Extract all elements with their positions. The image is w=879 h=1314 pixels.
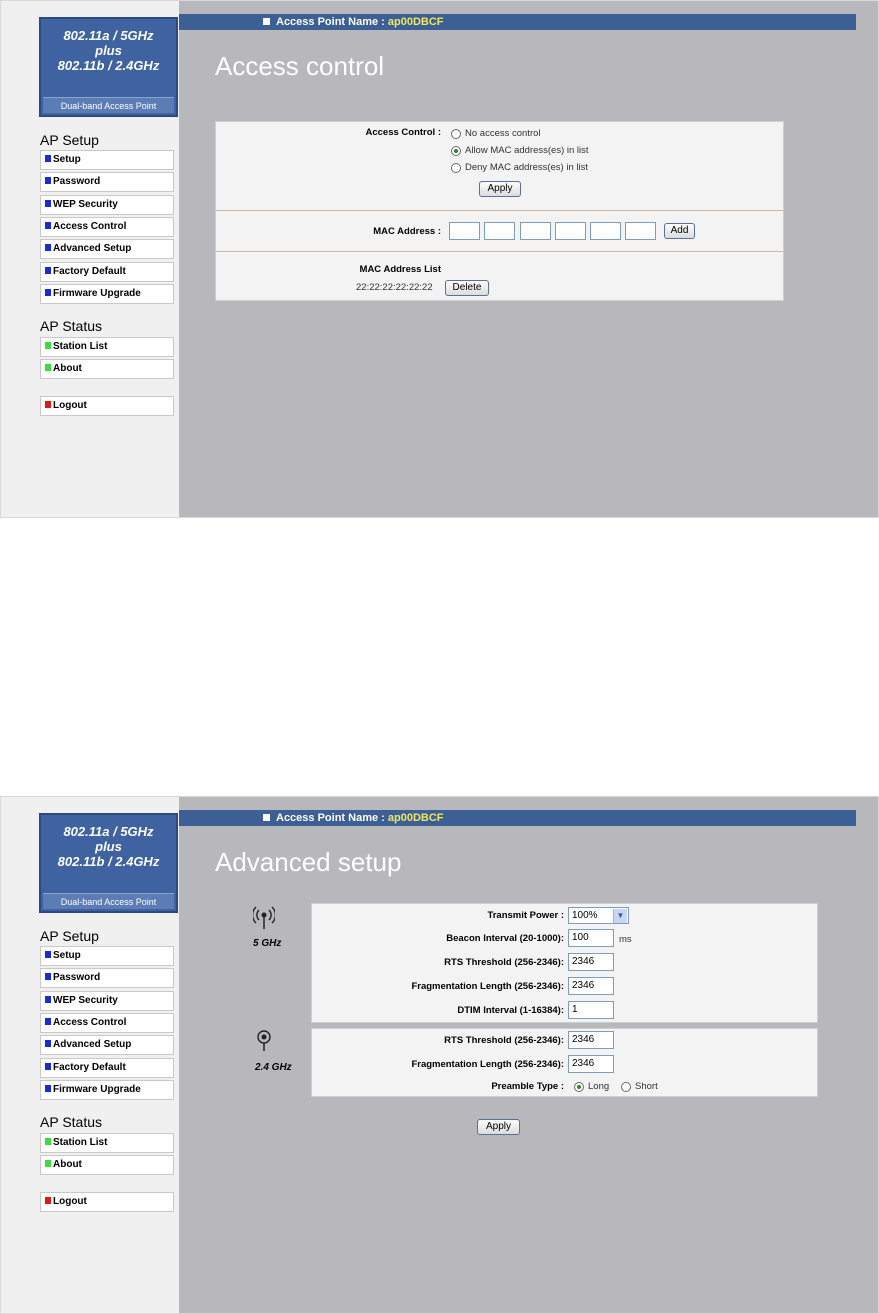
nav-item-label: Setup — [53, 154, 81, 165]
logo-line-3: 802.11b / 2.4GHz — [57, 58, 160, 73]
transmit-power-value: 100% — [572, 910, 598, 921]
divider — [216, 210, 783, 211]
advanced-setup-screenshot — [0, 796, 879, 1314]
logo-line-1: 802.11a / 5GHz — [63, 824, 154, 839]
band-24ghz-panel — [311, 1028, 818, 1097]
band-5ghz-label: 5 GHz — [253, 938, 282, 949]
mac-address-label: MAC Address : — [373, 226, 441, 237]
nav-item-logout[interactable] — [40, 396, 174, 416]
beacon-unit: ms — [619, 934, 632, 945]
mac-octet-1-input[interactable] — [449, 222, 480, 240]
logo-line-3: 802.11b / 2.4GHz — [57, 854, 160, 869]
bullet-icon — [45, 973, 51, 980]
preamble-type-label: Preamble Type : — [491, 1081, 564, 1092]
preamble-long-label: Long — [588, 1081, 610, 1092]
nav-item-about[interactable] — [40, 1155, 174, 1175]
access-control-label: Access Control : — [365, 127, 441, 138]
beacon-interval-input[interactable]: 100 — [568, 929, 614, 947]
radio-no-access-control[interactable] — [451, 129, 461, 139]
fragmentation-5-label: Fragmentation Length (256-2346): — [411, 981, 564, 992]
bullet-icon — [45, 1197, 51, 1204]
ap-name-value: ap00DBCF — [387, 16, 444, 28]
nav-item-logout[interactable] — [40, 1192, 174, 1212]
fragmentation-24-label: Fragmentation Length (256-2346): — [411, 1059, 564, 1070]
delete-button[interactable]: Delete — [445, 280, 489, 296]
rts-threshold-5-label: RTS Threshold (256-2346): — [444, 957, 564, 968]
header-bar — [179, 810, 856, 826]
rts-threshold-24-label: RTS Threshold (256-2346): — [444, 1035, 564, 1046]
nav-item-label: Advanced Setup — [53, 1039, 132, 1050]
nav-item-label: Advanced Setup — [53, 243, 132, 254]
bullet-icon — [45, 177, 51, 184]
radio-allow-mac[interactable] — [451, 146, 461, 156]
nav-item-factory-default[interactable] — [40, 1058, 174, 1078]
mac-octet-3-input[interactable] — [520, 222, 551, 240]
radio-deny-mac[interactable] — [451, 163, 461, 173]
ap-status-title: AP Status — [40, 318, 103, 334]
nav-item-label: Firmware Upgrade — [53, 288, 141, 299]
ap-name-value: ap00DBCF — [387, 812, 444, 824]
square-icon — [263, 814, 270, 821]
bullet-icon — [45, 155, 51, 162]
nav-item-password[interactable] — [40, 968, 174, 988]
bullet-icon — [45, 1018, 51, 1025]
nav-item-label: About — [53, 363, 82, 374]
nav-item-firmware-upgrade[interactable] — [40, 284, 174, 304]
header-bar — [179, 14, 856, 30]
apply-button[interactable]: Apply — [477, 1119, 520, 1135]
nav-item-about[interactable] — [40, 359, 174, 379]
access-control-screenshot — [0, 0, 879, 518]
dtim-interval-label: DTIM Interval (1-16384): — [457, 1005, 564, 1016]
chevron-down-icon: ▼ — [613, 909, 627, 923]
nav-item-label: Setup — [53, 950, 81, 961]
main-content — [179, 797, 878, 1313]
bullet-icon — [45, 1160, 51, 1167]
nav-item-label: Firmware Upgrade — [53, 1084, 141, 1095]
bullet-icon — [45, 996, 51, 1003]
nav-item-label: Password — [53, 176, 101, 187]
bullet-icon — [45, 401, 51, 408]
logo-line-2: plus — [95, 43, 122, 58]
product-logo — [39, 813, 178, 913]
nav-item-label: Factory Default — [53, 266, 126, 277]
bullet-icon — [45, 267, 51, 274]
nav-item-firmware-upgrade[interactable] — [40, 1080, 174, 1100]
radio-preamble-short[interactable] — [621, 1082, 631, 1092]
page-title: Advanced setup — [215, 847, 402, 877]
page-title: Access control — [215, 51, 385, 81]
ap-setup-title: AP Setup — [40, 928, 99, 944]
nav-item-wep-security[interactable] — [40, 195, 174, 215]
antenna-5ghz-icon — [253, 906, 275, 930]
fragmentation-5-input[interactable]: 2346 — [568, 977, 614, 995]
nav-item-advanced-setup[interactable] — [40, 239, 174, 259]
fragmentation-24-input[interactable]: 2346 — [568, 1055, 614, 1073]
bullet-icon — [45, 951, 51, 958]
bullet-icon — [45, 1085, 51, 1092]
nav-item-label: WEP Security — [53, 199, 118, 210]
nav-item-label: WEP Security — [53, 995, 118, 1006]
ap-name-label: Access Point Name : — [276, 16, 385, 28]
nav-item-advanced-setup[interactable] — [40, 1035, 174, 1055]
logo-subtitle: Dual-band Access Point — [43, 97, 174, 113]
transmit-power-label: Transmit Power : — [487, 910, 564, 921]
beacon-interval-label: Beacon Interval (20-1000): — [446, 933, 564, 944]
nav-item-setup[interactable] — [40, 150, 174, 170]
sidebar — [1, 1, 179, 517]
transmit-power-select[interactable] — [568, 907, 629, 924]
nav-item-label: Access Control — [53, 1017, 127, 1028]
radio-label: Deny MAC address(es) in list — [465, 162, 589, 173]
ap-status-title: AP Status — [40, 1114, 103, 1130]
mac-octet-6-input[interactable] — [625, 222, 656, 240]
nav-item-password[interactable] — [40, 172, 174, 192]
nav-item-access-control[interactable] — [40, 217, 174, 237]
mac-octet-2-input[interactable] — [484, 222, 515, 240]
product-logo — [39, 17, 178, 117]
mac-list-entry: 22:22:22:22:22:22 — [356, 282, 433, 293]
bullet-icon — [45, 1138, 51, 1145]
main-content — [179, 1, 878, 517]
nav-item-label: Logout — [53, 400, 87, 411]
nav-item-wep-security[interactable] — [40, 991, 174, 1011]
bullet-icon — [45, 342, 51, 349]
antenna-24ghz-icon — [253, 1028, 275, 1052]
sidebar — [1, 797, 179, 1313]
nav-item-station-list[interactable] — [40, 337, 174, 357]
bullet-icon — [45, 244, 51, 251]
nav-item-label: Password — [53, 972, 101, 983]
nav-item-label: Station List — [53, 1137, 108, 1148]
preamble-short-label: Short — [635, 1081, 658, 1092]
nav-item-label: Station List — [53, 341, 108, 352]
bullet-icon — [45, 222, 51, 229]
nav-item-factory-default[interactable] — [40, 262, 174, 282]
bullet-icon — [45, 1063, 51, 1070]
radio-label: No access control — [465, 128, 541, 139]
band-24ghz-label: 2.4 GHz — [255, 1062, 292, 1073]
logo-line-1: 802.11a / 5GHz — [63, 28, 154, 43]
rts-threshold-5-input[interactable]: 2346 — [568, 953, 614, 971]
radio-label: Allow MAC address(es) in list — [465, 145, 589, 156]
radio-preamble-long[interactable] — [574, 1082, 584, 1092]
dtim-interval-input[interactable]: 1 — [568, 1001, 614, 1019]
mac-octet-5-input[interactable] — [590, 222, 621, 240]
nav-item-label: Access Control — [53, 221, 127, 232]
bullet-icon — [45, 364, 51, 371]
ap-setup-title: AP Setup — [40, 132, 99, 148]
mac-octet-4-input[interactable] — [555, 222, 586, 240]
bullet-icon — [45, 1040, 51, 1047]
nav-item-label: Factory Default — [53, 1062, 126, 1073]
mac-address-list-title: MAC Address List — [359, 264, 441, 275]
bullet-icon — [45, 200, 51, 207]
band-5ghz-panel — [311, 903, 818, 1023]
logo-subtitle: Dual-band Access Point — [43, 893, 174, 909]
rts-threshold-24-input[interactable]: 2346 — [568, 1031, 614, 1049]
nav-item-label: About — [53, 1159, 82, 1170]
nav-item-station-list[interactable] — [40, 1133, 174, 1153]
add-button[interactable]: Add — [664, 223, 695, 239]
logo-line-2: plus — [95, 839, 122, 854]
ap-name-label: Access Point Name : — [276, 812, 385, 824]
divider — [216, 251, 783, 252]
nav-item-label: Logout — [53, 1196, 87, 1207]
access-control-panel — [215, 121, 784, 301]
square-icon — [263, 18, 270, 25]
nav-item-setup[interactable] — [40, 946, 174, 966]
apply-button[interactable]: Apply — [479, 181, 521, 197]
bullet-icon — [45, 289, 51, 296]
nav-item-access-control[interactable] — [40, 1013, 174, 1033]
